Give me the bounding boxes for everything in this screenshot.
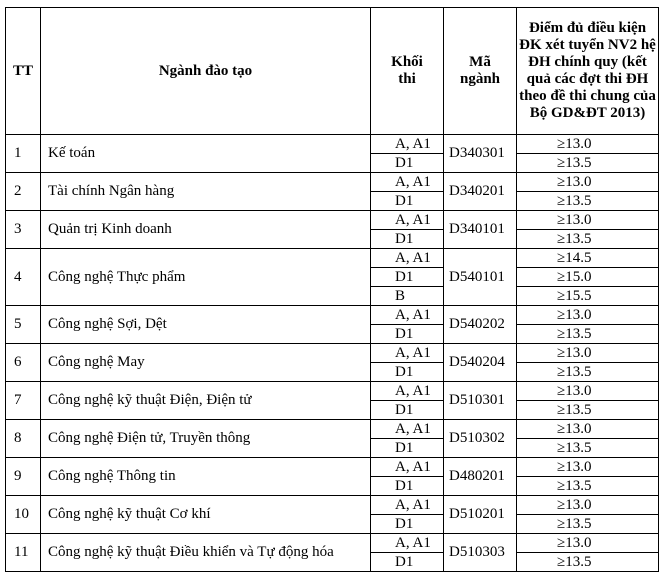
header-diem: Điểm đủ điều kiện ĐK xét tuyển NV2 hệ ĐH chính quy (kết quả các đợt thi ĐH theo đề thi chung của Bộ GD&ĐT 2013)	[517, 8, 659, 135]
score-threshold: ≥13.0	[517, 382, 659, 401]
program-code: D510301	[444, 382, 517, 420]
score-threshold: ≥13.5	[517, 477, 659, 496]
row-number: 10	[6, 496, 41, 534]
table-header-row	[6, 8, 659, 135]
program-code: D480201	[444, 458, 517, 496]
program-code: D510201	[444, 496, 517, 534]
score-threshold: ≥15.5	[517, 287, 659, 306]
score-threshold: ≥13.0	[517, 420, 659, 439]
score-threshold: ≥13.5	[517, 439, 659, 458]
score-threshold: ≥13.5	[517, 363, 659, 382]
row-number: 5	[6, 306, 41, 344]
exam-block: D1	[371, 192, 444, 211]
table-row	[6, 306, 659, 325]
exam-block: D1	[371, 268, 444, 287]
table-row	[6, 211, 659, 230]
row-number: 3	[6, 211, 41, 249]
row-number: 9	[6, 458, 41, 496]
score-threshold: ≥13.5	[517, 154, 659, 173]
program-name: Quản trị Kinh doanh	[41, 211, 371, 249]
program-name: Tài chính Ngân hàng	[41, 173, 371, 211]
score-threshold: ≥13.5	[517, 192, 659, 211]
program-code: D340101	[444, 211, 517, 249]
exam-block: D1	[371, 515, 444, 534]
exam-block: A, A1	[371, 135, 444, 154]
exam-block: A, A1	[371, 496, 444, 515]
program-code: D340201	[444, 173, 517, 211]
row-number: 8	[6, 420, 41, 458]
table-row	[6, 249, 659, 268]
program-name: Công nghệ Sợi, Dệt	[41, 306, 371, 344]
program-name: Công nghệ kỹ thuật Điện, Điện tử	[41, 382, 371, 420]
score-threshold: ≥13.5	[517, 515, 659, 534]
score-threshold: ≥13.5	[517, 553, 659, 572]
header-khoi: Khối thi	[371, 8, 444, 135]
program-name: Kế toán	[41, 135, 371, 173]
program-code: D540101	[444, 249, 517, 306]
score-threshold: ≥13.5	[517, 325, 659, 344]
table-row	[6, 382, 659, 401]
score-threshold: ≥13.0	[517, 211, 659, 230]
row-number: 11	[6, 534, 41, 572]
exam-block: A, A1	[371, 306, 444, 325]
program-code: D510302	[444, 420, 517, 458]
exam-block: A, A1	[371, 420, 444, 439]
program-name: Công nghệ Điện tử, Truyền thông	[41, 420, 371, 458]
row-number: 7	[6, 382, 41, 420]
row-number: 6	[6, 344, 41, 382]
header-tt: TT	[6, 8, 41, 135]
exam-block: A, A1	[371, 249, 444, 268]
exam-block: A, A1	[371, 344, 444, 363]
exam-block: D1	[371, 553, 444, 572]
program-name: Công nghệ kỹ thuật Cơ khí	[41, 496, 371, 534]
table-row	[6, 534, 659, 553]
table-body	[6, 135, 659, 572]
score-threshold: ≥13.0	[517, 173, 659, 192]
row-number: 1	[6, 135, 41, 173]
header-nganh: Ngành đào tạo	[41, 8, 371, 135]
exam-block: A, A1	[371, 534, 444, 553]
exam-block: B	[371, 287, 444, 306]
exam-block: D1	[371, 363, 444, 382]
exam-block: A, A1	[371, 458, 444, 477]
table-row	[6, 135, 659, 154]
row-number: 2	[6, 173, 41, 211]
score-threshold: ≥13.0	[517, 135, 659, 154]
admission-table	[5, 7, 659, 572]
program-code: D540202	[444, 306, 517, 344]
program-name: Công nghệ Thực phẩm	[41, 249, 371, 306]
program-name: Công nghệ May	[41, 344, 371, 382]
exam-block: D1	[371, 477, 444, 496]
score-threshold: ≥13.0	[517, 496, 659, 515]
score-threshold: ≥13.0	[517, 306, 659, 325]
table-row	[6, 420, 659, 439]
exam-block: A, A1	[371, 382, 444, 401]
exam-block: D1	[371, 439, 444, 458]
exam-block: D1	[371, 230, 444, 249]
exam-block: A, A1	[371, 173, 444, 192]
score-threshold: ≥14.5	[517, 249, 659, 268]
program-name: Công nghệ Thông tin	[41, 458, 371, 496]
exam-block: D1	[371, 401, 444, 420]
program-code: D510303	[444, 534, 517, 572]
header-ma: Mã ngành	[444, 8, 517, 135]
score-threshold: ≥13.5	[517, 230, 659, 249]
table-row	[6, 173, 659, 192]
score-threshold: ≥13.0	[517, 534, 659, 553]
table-row	[6, 458, 659, 477]
program-code: D540204	[444, 344, 517, 382]
exam-block: A, A1	[371, 211, 444, 230]
table-row	[6, 344, 659, 363]
score-threshold: ≥13.5	[517, 401, 659, 420]
score-threshold: ≥13.0	[517, 344, 659, 363]
exam-block: D1	[371, 154, 444, 173]
score-threshold: ≥13.0	[517, 458, 659, 477]
row-number: 4	[6, 249, 41, 306]
program-name: Công nghệ kỹ thuật Điều khiển và Tự động hóa	[41, 534, 371, 572]
score-threshold: ≥15.0	[517, 268, 659, 287]
program-code: D340301	[444, 135, 517, 173]
table-row	[6, 496, 659, 515]
exam-block: D1	[371, 325, 444, 344]
